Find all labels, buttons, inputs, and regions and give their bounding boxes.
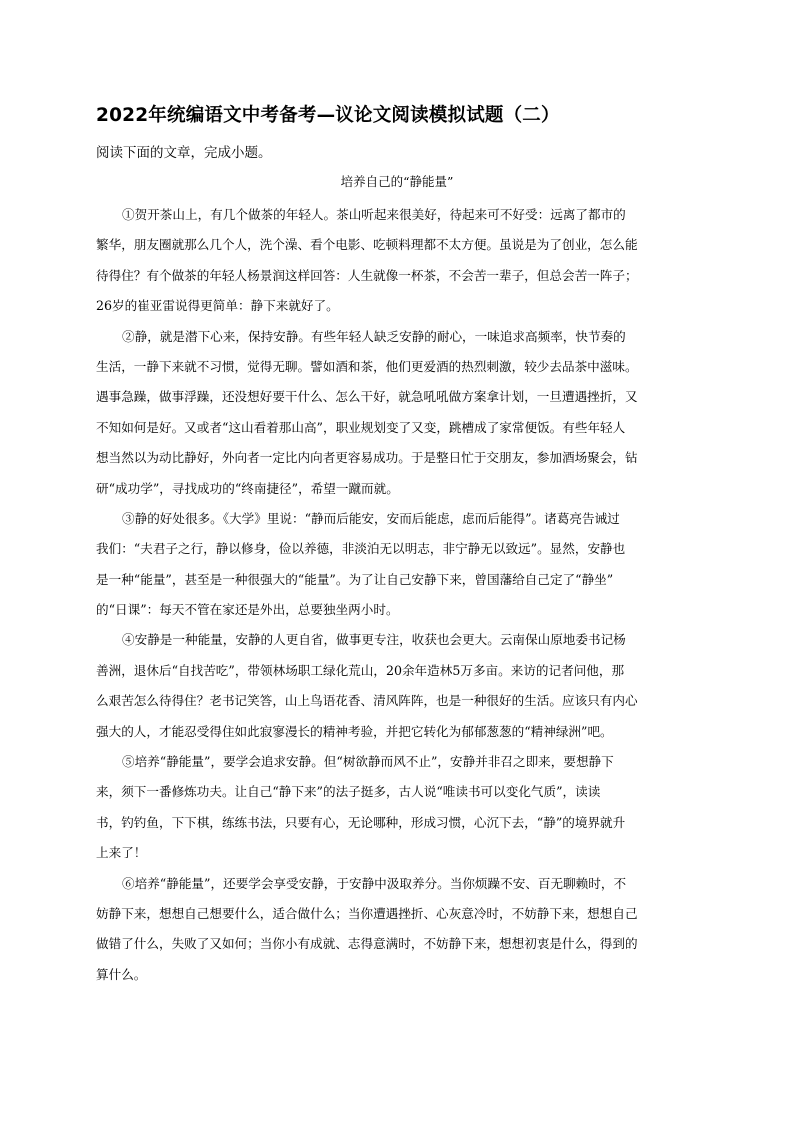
paragraph-line: ②静，就是潜下心来，保持安静。有些年轻人缺乏安静的耐心，一味追求高频率，快节奏的 — [122, 328, 626, 344]
paragraph-line: 书，钓钓鱼，下下棋，练练书法，只要有心，无论哪种，形成习惯，心沉下去，“静”的境界就升 — [96, 814, 626, 830]
paragraph-line: ④安静是一种能量，安静的人更自省，做事更专注，收获也会更大。云南保山原地委书记杨 — [122, 632, 626, 648]
paragraph-line: 26岁的崔亚雷说得更简单：静下来就好了。 — [96, 298, 339, 314]
paragraph-3 — [96, 504, 698, 626]
paragraph-4 — [96, 625, 698, 747]
paragraph-line: 繁华，朋友圈就那么几个人，洗个澡、看个电影、吃顿料理都不太方便。虽说是为了创业，怎么能 — [96, 237, 638, 253]
paragraph-line: 强大的人，才能忍受得住如此寂寥漫长的精神考验，并把它转化为郁郁葱葱的“精神绿洲”吧。 — [96, 723, 613, 739]
paragraph-5 — [96, 747, 698, 869]
paragraph-line: 生活，一静下来就不习惯，觉得无聊。譬如酒和茶，他们更爱酒的热烈刺激，较少去品茶中滋味。 — [96, 358, 638, 374]
article-body — [96, 200, 698, 990]
paragraph-line: ⑥培养“静能量”，还要学会享受安静，于安静中汲取养分。当你烦躁不安、百无聊赖时，不 — [122, 875, 627, 891]
paragraph-line: ③静的好处很多。《大学》里说：“静而后能安，安而后能虑，虑而后能得”。诸葛亮告诫过 — [122, 510, 620, 526]
paragraph-line: 研“成功学”，寻找成功的“终南捷径”，希望一蹴而就。 — [96, 480, 399, 496]
paragraph-1 — [96, 200, 698, 322]
paragraph-line: 么艰苦怎么待得住？老书记笑答，山上鸟语花香、清风阵阵，也是一种很好的生活。应该只有内心 — [96, 693, 638, 709]
paragraph-line: 遇事急躁，做事浮躁，还没想好要干什么、怎么干好，就急吼吼做方案拿计划，一旦遭遇挫折，又 — [96, 389, 638, 405]
reading-instruction: 阅读下面的文章，完成小题。 — [96, 145, 272, 161]
paragraph-line: 来，须下一番修炼功夫。让自己“静下来”的法子挺多，古人说“唯读书可以变化气质”，读读 — [96, 784, 601, 800]
paragraph-line: 的“日课”：每天不管在家还是外出，总要独坐两小时。 — [96, 602, 399, 618]
paragraph-line: 善洲，退休后“自找苦吃”，带领林场职工绿化荒山，20余年造林5万多亩。来访的记者问他，那 — [96, 662, 625, 678]
paragraph-line: 待得住？有个做茶的年轻人杨景润这样回答：人生就像一杯茶，不会苦一辈子，但总会苦一阵子； — [96, 267, 638, 283]
paragraph-line: 妨静下来，想想自己想要什么，适合做什么；当你遭遇挫折、心灰意冷时，不妨静下来，想想自己 — [96, 905, 638, 921]
paragraph-line: ①贺开茶山上，有几个做茶的年轻人。茶山听起来很美好，待起来可不好受：远离了都市的 — [122, 207, 626, 222]
paragraph-line: 算什么。 — [96, 966, 147, 982]
paragraph-line: 想当然以为动比静好，外向者一定比内向者更容易成功。于是整日忙于交朋友，参加酒场聚会，钻 — [96, 450, 638, 466]
paragraph-line: 我们：“夫君子之行，静以修身，俭以养德，非淡泊无以明志，非宁静无以致远”。显然，安静也 — [96, 541, 626, 557]
paragraph-2 — [96, 322, 698, 504]
paragraph-line: 做错了什么，失败了又如何；当你小有成就、志得意满时，不妨静下来，想想初衷是什么，得到的 — [96, 936, 638, 952]
paragraph-line: ⑤培养“静能量”，要学会追求安静。但“树欲静而风不止”，安静并非召之即来，要想静下 — [122, 754, 614, 770]
article-title: 培养自己的“静能量” — [340, 174, 454, 189]
paragraph-line: 上来了！ — [96, 845, 147, 861]
paragraph-line: 不知如何是好。又或者“这山看着那山高”，职业规划变了又变，跳槽成了家常便饭。有些年轻人 — [96, 419, 626, 435]
document-title: 2022年统编语文中考备考—议论文阅读模拟试题（二） — [96, 105, 560, 126]
paragraph-line: 是一种“能量”，甚至是一种很强大的“能量”。为了让自己安静下来，曾国藩给自己定了“静坐” — [96, 571, 614, 587]
paragraph-6 — [96, 869, 698, 991]
